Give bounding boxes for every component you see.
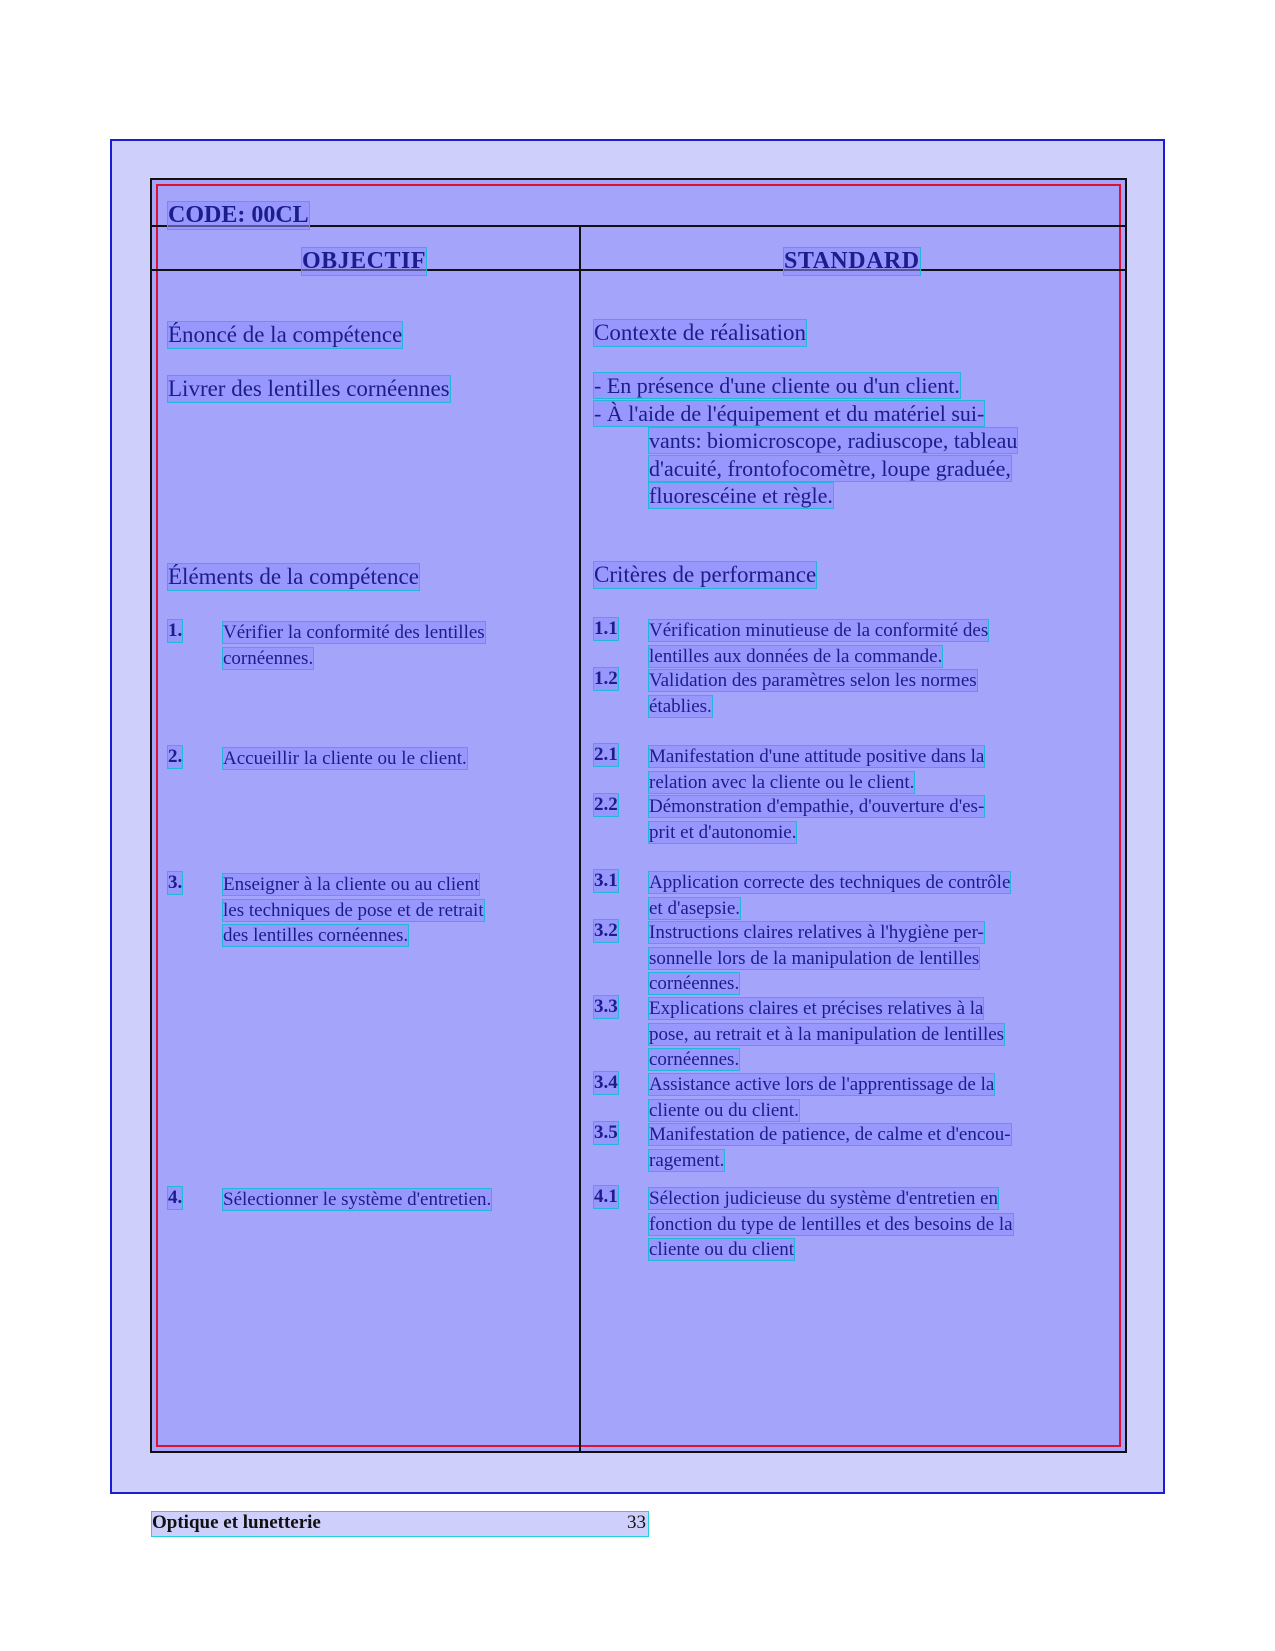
critere-number: 4.1 <box>594 1186 618 1207</box>
element-number: 2. <box>168 746 183 767</box>
elements-heading: Éléments de la compétence <box>168 564 419 589</box>
critere-3-4 <box>594 1072 1119 1123</box>
critere-line: cliente ou du client. <box>649 1099 799 1121</box>
contexte-line: d'acuité, frontofocomètre, loupe graduée, <box>649 455 1011 481</box>
competency-table <box>150 178 1127 1453</box>
contexte-line: fluorescéine et règle. <box>649 483 833 508</box>
critere-2-1 <box>594 744 1119 795</box>
element-number: 1. <box>168 620 183 641</box>
critere-line: Application correcte des techniques de contrôle <box>649 872 1011 893</box>
element-line: Sélectionner le système d'entretien. <box>223 1189 492 1210</box>
critere-number: 1.1 <box>594 618 618 639</box>
critere-3-1 <box>594 870 1119 921</box>
critere-line: pose, au retrait et à la manipulation de lentilles <box>649 1023 1005 1045</box>
critere-number: 3.5 <box>594 1122 618 1143</box>
element-line: cornéennes. <box>223 647 314 669</box>
critere-line: Assistance active lors de l'apprentissage de la <box>649 1074 995 1095</box>
page-footer <box>152 1512 648 1536</box>
critere-2-2 <box>594 794 1119 845</box>
critere-line: et d'asepsie. <box>649 897 741 919</box>
element-2 <box>168 746 568 772</box>
critere-number: 2.2 <box>594 794 618 815</box>
element-line: Accueillir la cliente ou le client. <box>223 748 467 769</box>
contexte-line: vants: biomicroscope, radiuscope, tableau <box>649 428 1018 453</box>
critere-line: lentilles aux données de la commande. <box>649 645 943 667</box>
element-line: Vérifier la conformité des lentilles <box>223 622 485 643</box>
critere-number: 3.4 <box>594 1072 618 1093</box>
footer-title: Optique et lunetterie <box>152 1512 321 1533</box>
contexte-line: - À l'aide de l'équipement et du matériel sui- <box>594 400 985 426</box>
critere-line: cornéennes. <box>649 973 740 994</box>
enonce-text: Livrer des lentilles cornéennes <box>168 376 450 401</box>
critere-line: Vérification minutieuse de la conformité des <box>649 620 989 641</box>
critere-line: Manifestation d'une attitude positive dans la <box>649 746 985 767</box>
critere-3-2 <box>594 920 1119 997</box>
element-1 <box>168 620 568 671</box>
critere-number: 1.2 <box>594 668 618 689</box>
enonce-heading: Énoncé de la compétence <box>168 322 403 347</box>
critere-line: prit et d'autonomie. <box>649 821 797 843</box>
critere-number: 3.2 <box>594 920 618 941</box>
critere-1-1 <box>594 618 1119 669</box>
header-standard: STANDARD <box>784 248 920 274</box>
critere-line: fonction du type de lentilles et des besoins de la <box>649 1213 1013 1235</box>
critere-line: relation avec la cliente ou le client. <box>649 771 915 793</box>
critere-line: sonnelle lors de la manipulation de lentilles <box>649 947 980 969</box>
critere-4-1 <box>594 1186 1119 1263</box>
criteres-heading: Critères de performance <box>594 562 817 587</box>
critere-number: 2.1 <box>594 744 618 765</box>
critere-1-2 <box>594 668 1119 719</box>
critere-line: ragement. <box>649 1149 725 1171</box>
contexte-line: - En présence d'une cliente ou d'un client. <box>594 373 960 398</box>
critere-3-3 <box>594 996 1119 1073</box>
critere-line: Démonstration d'empathie, d'ouverture d'es- <box>649 796 985 817</box>
element-line: des lentilles cornéennes. <box>223 925 409 946</box>
element-number: 3. <box>168 872 183 893</box>
critere-line: cornéennes. <box>649 1049 740 1070</box>
critere-number: 3.3 <box>594 996 618 1017</box>
contexte-heading: Contexte de réalisation <box>594 320 807 345</box>
critere-line: Validation des paramètres selon les normes <box>649 670 977 691</box>
critere-number: 3.1 <box>594 870 618 891</box>
critere-line: cliente ou du client <box>649 1239 795 1260</box>
element-line: les techniques de pose et de retrait <box>223 899 484 921</box>
header-objectif: OBJECTIF <box>302 248 427 274</box>
code-label: CODE: 00CL <box>168 202 309 228</box>
critere-line: Manifestation de patience, de calme et d'encou- <box>649 1124 1011 1145</box>
critere-line: Instructions claires relatives à l'hygiène per- <box>649 922 984 943</box>
header-divider-bottom <box>152 269 1125 271</box>
contexte-list <box>594 372 1114 510</box>
critere-3-5 <box>594 1122 1119 1173</box>
critere-line: établies. <box>649 695 712 717</box>
column-divider <box>579 225 581 1451</box>
page-number: 33 <box>627 1512 646 1533</box>
critere-line: Explications claires et précises relatives à la <box>649 998 984 1019</box>
element-3 <box>168 872 568 949</box>
critere-line: Sélection judicieuse du système d'entretien en <box>649 1188 999 1209</box>
element-line: Enseigner à la cliente ou au client <box>223 874 480 895</box>
element-4 <box>168 1187 578 1213</box>
element-number: 4. <box>168 1187 183 1208</box>
